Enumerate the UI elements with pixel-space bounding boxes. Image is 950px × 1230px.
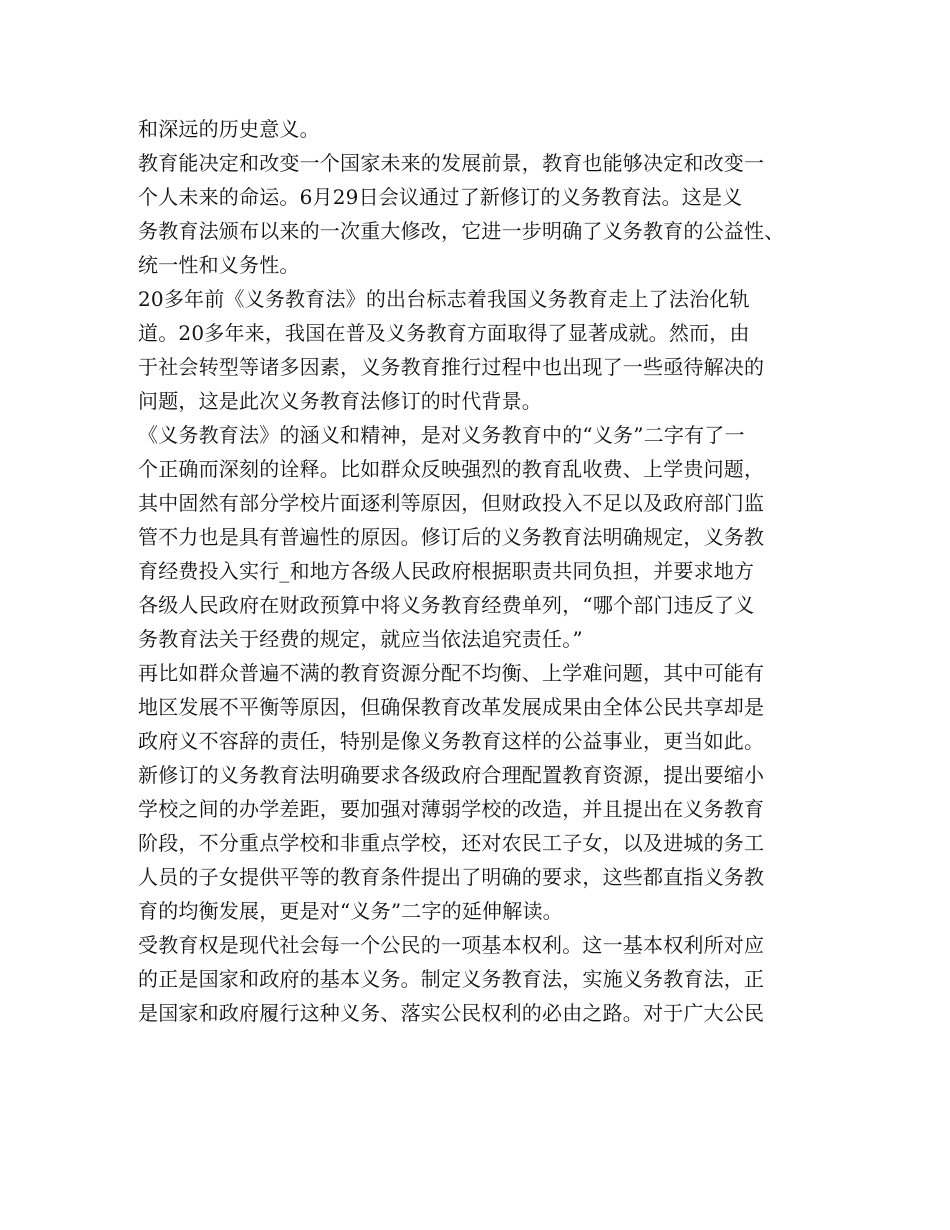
text-line: 问题，这是此次义务教育法修订的时代背景。 bbox=[138, 389, 542, 413]
text-line: 其中固然有部分学校片面逐利等原因，但财政投入不足以及政府部门监 bbox=[138, 491, 765, 515]
text-line: 务教育法颁布以来的一次重大修改，它进一步明确了义务教育的公益性、 bbox=[138, 219, 785, 243]
text-line: 于社会转型等诸多因素，义务教育推行过程中也出现了一些亟待解决的 bbox=[138, 355, 765, 379]
text-line: 教育能决定和改变一个国家未来的发展前景，教育也能够决定和改变一 bbox=[138, 151, 765, 175]
text-line: 的正是国家和政府的基本义务。制定义务教育法，实施义务教育法，正 bbox=[138, 967, 765, 991]
text-line: 新修订的义务教育法明确要求各级政府合理配置教育资源，提出要缩小 bbox=[138, 763, 765, 787]
text-line: 再比如群众普遍不满的教育资源分配不均衡、上学难问题，其中可能有 bbox=[138, 661, 765, 685]
text-line: 育经费投入实行_和地方各级人民政府根据职责共同负担，并要求地方 bbox=[138, 559, 755, 583]
text-line: 个人未来的命运。6月29日会议通过了新修订的义务教育法。这是义 bbox=[138, 185, 743, 209]
text-line: 学校之间的办学差距，要加强对薄弱学校的改造，并且提出在义务教育 bbox=[138, 797, 765, 821]
text-line: 受教育权是现代社会每一个公民的一项基本权利。这一基本权利所对应 bbox=[138, 933, 765, 957]
text-line: 是国家和政府履行这种义务、落实公民权利的必由之路。对于广大公民 bbox=[138, 1001, 765, 1025]
text-line: 阶段，不分重点学校和非重点学校，还对农民工子女，以及进城的务工 bbox=[138, 831, 765, 855]
text-line: 育的均衡发展，更是对“义务”二字的延伸解读。 bbox=[138, 899, 563, 923]
text-line: 地区发展不平衡等原因，但确保教育改革发展成果由全体公民共享却是 bbox=[138, 695, 765, 719]
text-line: 道。20多年来，我国在普及义务教育方面取得了显著成就。然而，由 bbox=[138, 321, 750, 345]
text-line: 统一性和义务性。 bbox=[138, 253, 300, 277]
text-line: 管不力也是具有普遍性的原因。修订后的义务教育法明确规定，义务教 bbox=[138, 525, 765, 549]
document-body bbox=[138, 112, 838, 1030]
text-line: 人员的子女提供平等的教育条件提出了明确的要求，这些都直指义务教 bbox=[138, 865, 765, 889]
text-line: 个正确而深刻的诠释。比如群众反映强烈的教育乱收费、上学贵问题， bbox=[138, 457, 765, 481]
text-line: 20多年前《义务教育法》的出台标志着我国义务教育走上了法治化轨 bbox=[138, 287, 750, 311]
text-line: 和深远的历史意义。 bbox=[138, 117, 320, 141]
text-line: 《义务教育法》的涵义和精神，是对义务教育中的“义务”二字有了一 bbox=[138, 423, 745, 447]
text-line: 政府义不容辞的责任，特别是像义务教育这样的公益事业，更当如此。 bbox=[138, 729, 765, 753]
text-line: 务教育法关于经费的规定，就应当依法追究责任。” bbox=[138, 627, 583, 651]
text-line: 各级人民政府在财政预算中将义务教育经费单列，“哪个部门违反了义 bbox=[138, 593, 755, 617]
